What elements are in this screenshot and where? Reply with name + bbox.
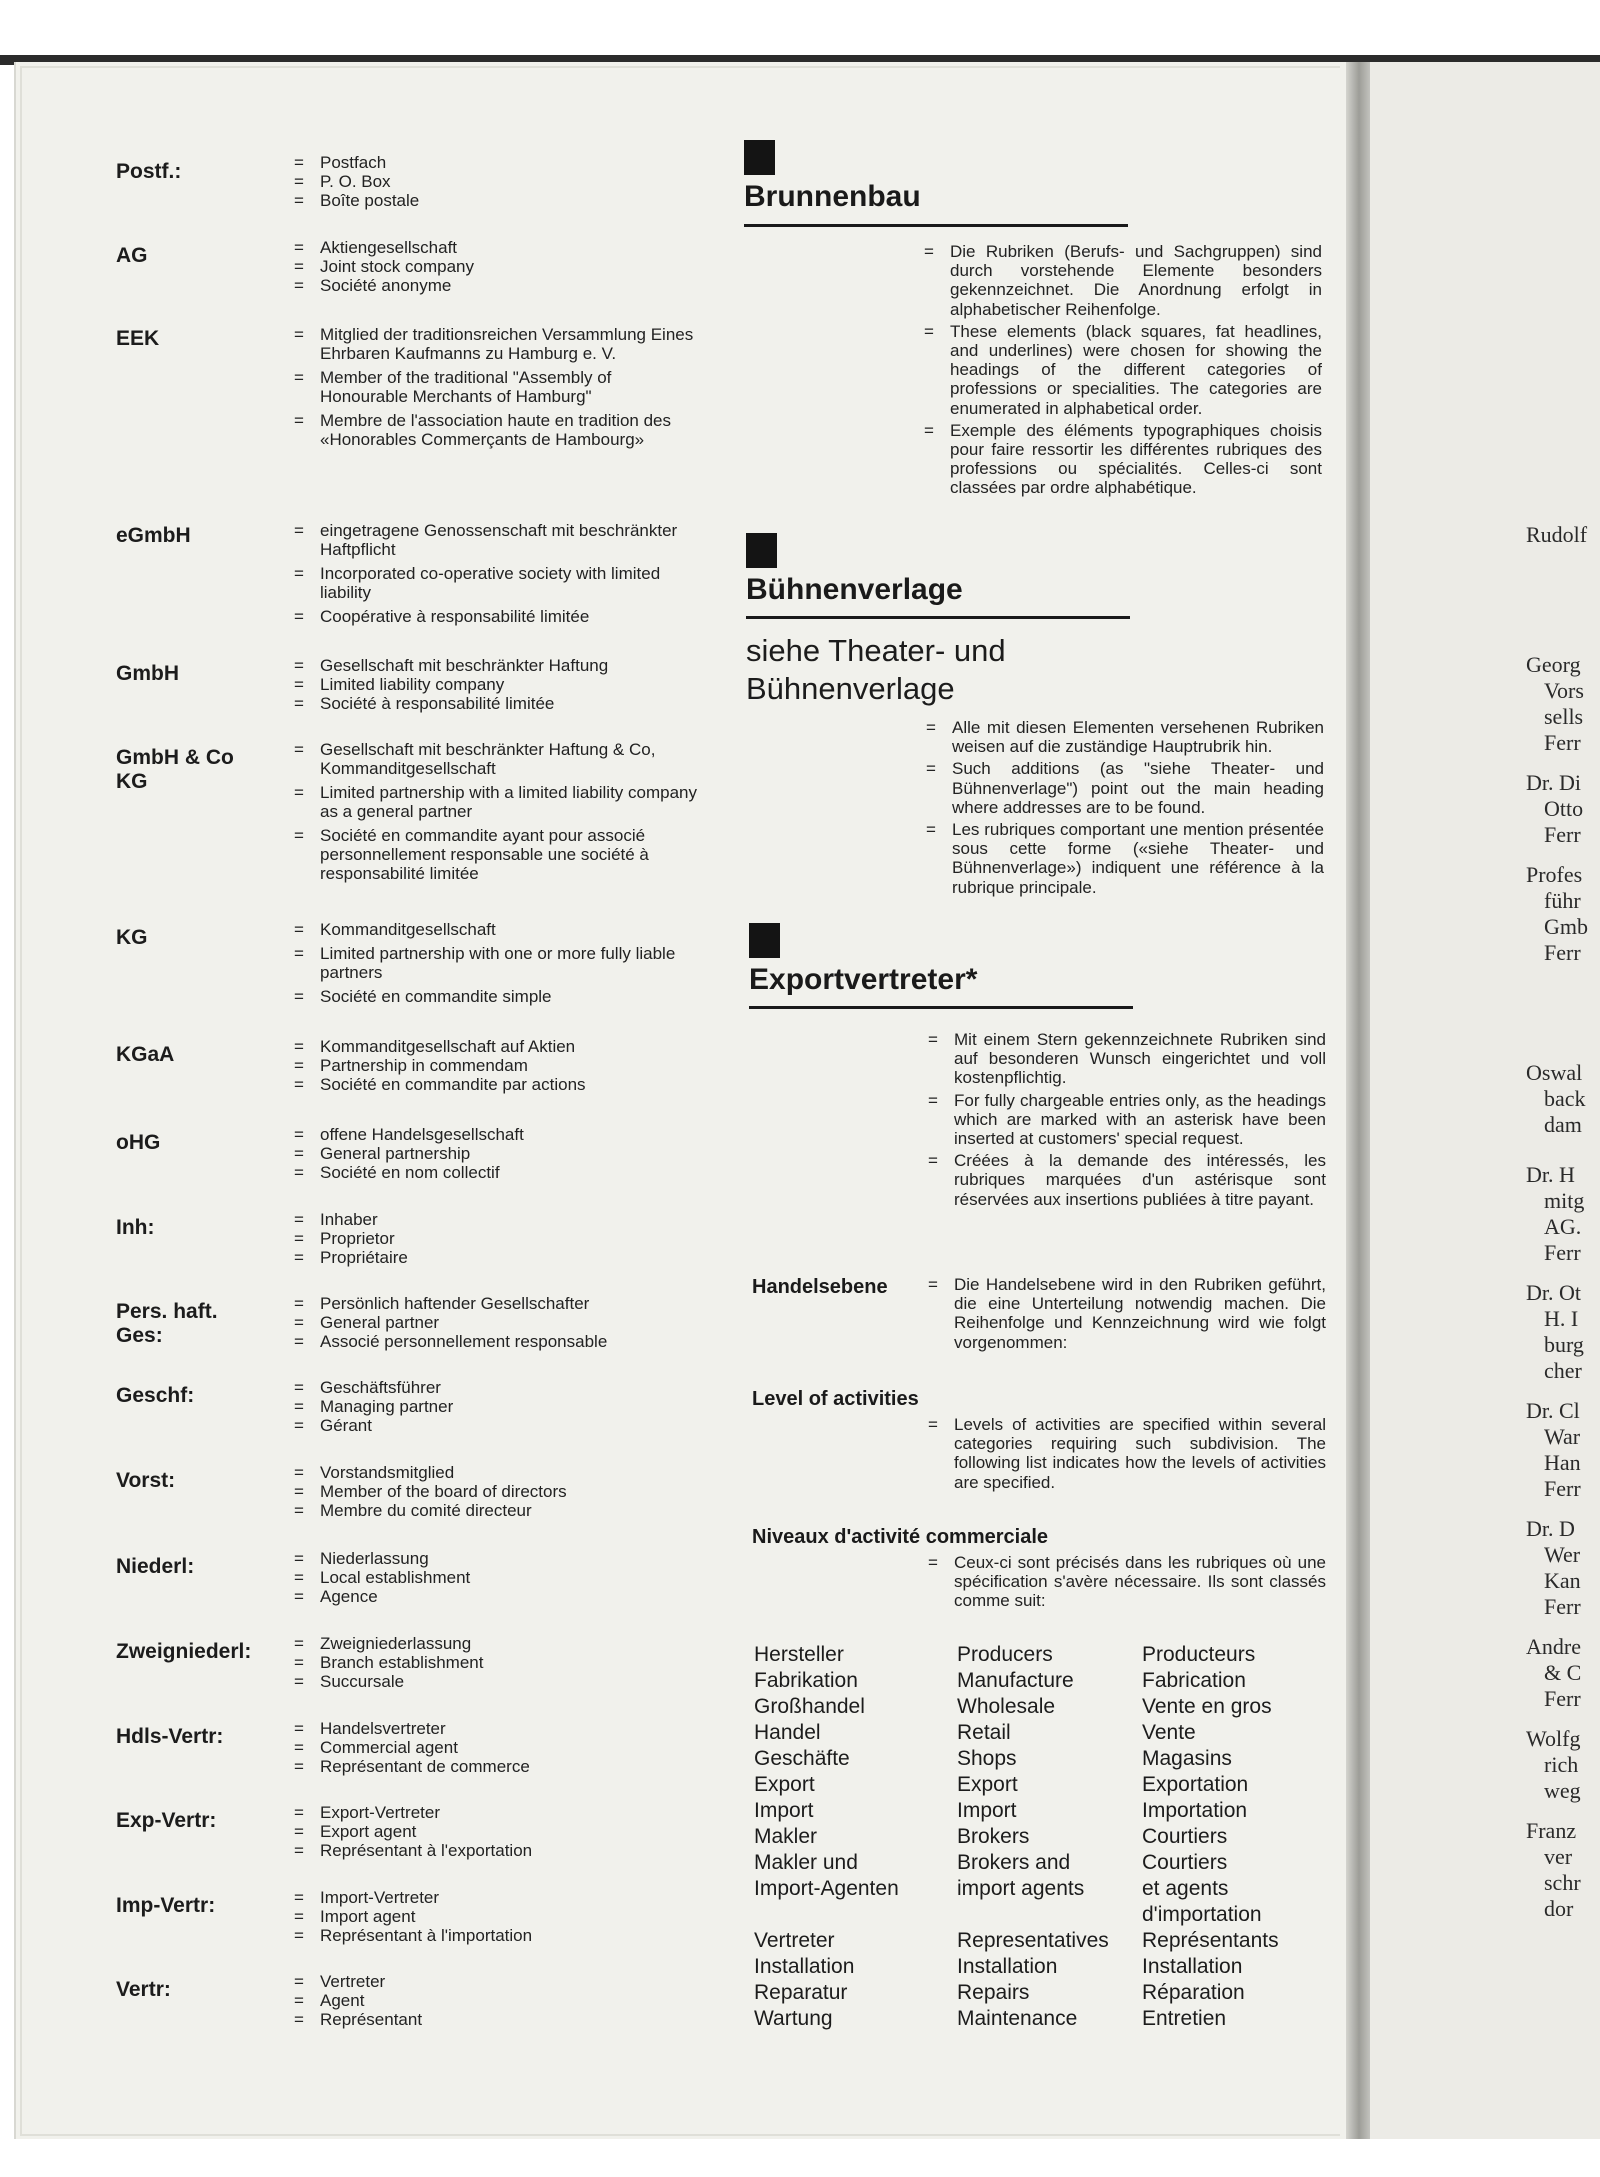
abbr-defs [290,1719,700,1776]
abbr-def: = Kommanditgesellschaft [290,920,700,939]
abbr-def: = Import agent [290,1907,700,1926]
level-item: Entretien [1142,2007,1227,2030]
adjacent-text: Gmb [1544,914,1588,939]
section-heading-exportvertreter: Exportvertreter* [749,963,978,996]
level-item: Maintenance [957,2007,1078,2030]
abbr-defs [290,740,700,888]
adjacent-text: Kan [1544,1568,1581,1593]
section-square-marker [744,140,775,175]
adjacent-text: Dr. Ot [1526,1280,1581,1305]
handelsebene-label: Handelsebene [752,1276,888,1298]
adjacent-text: Wolfg [1526,1726,1581,1751]
level-item: Retail [957,1721,1011,1744]
level-item: Producteurs [1142,1643,1256,1666]
abbr-label: GmbH & Co KG [116,746,234,793]
abbr-defs [290,1549,700,1606]
abbr-def: = Mitglied der traditionsreichen Versammlung Eines Ehrbaren Kaufmanns zu Hamburg e. V. [290,325,700,363]
level-item: Import [957,1799,1017,1822]
section-square-marker [746,533,777,568]
abbr-def: = Export-Vertreter [290,1803,700,1822]
abbr-label: EEK [116,327,160,350]
section-underline [744,224,1128,227]
adjacent-text: dor [1544,1896,1574,1921]
abbr-def: = Gesellschaft mit beschränkter Haftung & Co, Kommanditgesellschaft [290,740,700,778]
adjacent-text: Ferr [1544,1476,1581,1501]
abbr-def: = Vertreter [290,1972,700,1991]
abbr-def: = Membre de l'association haute en tradition des «Honorables Commerçants de Hambourg» [290,411,700,449]
level-item: Repairs [957,1981,1030,2004]
exportvertreter-notes [924,1030,1326,1209]
abbr-defs [290,1634,700,1691]
level-text [924,1415,1326,1492]
abbr-def: = Boîte postale [290,191,700,210]
note: = Die Handelsebene wird in den Rubriken geführt, die eine Unterteilung notwendig machen. Die Reihenfolge und Kennzeichnung wird wie folgt vorgenommen: [924,1275,1326,1352]
level-item [957,1902,1109,1928]
abbr-def: = Représentant à l'exportation [290,1841,700,1860]
section-heading-brunnenbau: Brunnenbau [744,180,921,213]
abbr-def: = Vorstandsmitglied [290,1463,700,1482]
abbr-def: = Membre du comité directeur [290,1501,700,1520]
level-item: Manufacture [957,1669,1074,1692]
level-item: Makler und [754,1851,858,1874]
abbr-label: eGmbH [116,524,191,547]
level-item: Großhandel [754,1695,865,1718]
section-square-marker [749,923,780,958]
niveaux-text [924,1553,1326,1611]
level-item: Handel [754,1721,821,1744]
abbr-def: = Société en nom collectif [290,1163,700,1182]
adjacent-text: Otto [1544,796,1584,821]
abbr-def: = Gérant [290,1416,700,1435]
abbr-def: = Agent [290,1991,700,2010]
level-item: Installation [1142,1955,1243,1978]
level-item: Export [754,1773,815,1796]
note: = Mit einem Stern gekennzeichnete Rubriken sind auf besonderen Wunsch eingerichtet und voll kostenpflichtig. [924,1030,1326,1088]
level-label: Level of activities [752,1388,919,1410]
adjacent-page [1370,62,1600,2139]
abbr-defs [290,1463,700,1520]
abbr-def: = Aktiengesellschaft [290,238,700,257]
abbr-def: = Persönlich haftender Gesellschafter [290,1294,700,1313]
abbr-def: = Succursale [290,1672,700,1691]
section-heading-buehnenverlage: Bühnenverlage [746,573,963,606]
abbr-label: Vorst: [116,1469,176,1492]
note: = Exemple des éléments typographiques choisis pour faire ressortir les différentes rubriques des professions ou spécialités. Celles-ci sont classées par ordre alphabétique. [920,421,1322,498]
adjacent-text: Ferr [1544,1240,1581,1265]
abbr-defs [290,325,700,454]
abbr-def: = Associé personnellement responsable [290,1332,700,1351]
abbr-def: = Agence [290,1587,700,1606]
level-item: Makler [754,1825,818,1848]
abbr-defs [290,1803,700,1860]
abbr-defs [290,1210,700,1267]
level-item: Exportation [1142,1773,1249,1796]
abbr-defs [290,521,700,631]
section-underline [749,1006,1133,1009]
level-item: Installation [754,1955,855,1978]
abbr-def: = General partner [290,1313,700,1332]
abbr-def: = Branch establishment [290,1653,700,1672]
adjacent-text: Ferr [1544,822,1581,847]
abbr-label: oHG [116,1131,161,1154]
abbr-def: = Inhaber [290,1210,700,1229]
adjacent-text: Ferr [1544,1686,1581,1711]
level-item: Reparatur [754,1981,848,2004]
abbr-def: = Local establishment [290,1568,700,1587]
abbr-def: = offene Handelsgesellschaft [290,1125,700,1144]
abbr-def: = Société anonyme [290,276,700,295]
level-item: Fabrication [1142,1669,1246,1692]
abbr-label: Postf.: [116,160,182,183]
abbr-def: = Représentant [290,2010,700,2029]
abbr-def: = Geschäftsführer [290,1378,700,1397]
niveaux-label: Niveaux d'activité commerciale [752,1526,1049,1548]
levels-column-en [957,1642,1109,2032]
adjacent-text: sells [1544,704,1584,729]
adjacent-text: Georg [1526,652,1581,677]
abbr-def: = eingetragene Genossenschaft mit beschränkter Haftpflicht [290,521,700,559]
abbr-def: = Commercial agent [290,1738,700,1757]
level-item: Vente en gros [1142,1695,1272,1718]
level-item: Export [957,1773,1018,1796]
level-item: Geschäfte [754,1747,850,1770]
abbr-defs [290,920,700,1011]
abbr-def: = Member of the board of directors [290,1482,700,1501]
abbr-def: = Limited partnership with a limited liability company as a general partner [290,783,700,821]
level-item: Courtiers [1142,1825,1228,1848]
adjacent-text: schr [1544,1870,1581,1895]
abbr-def: = P. O. Box [290,172,700,191]
abbr-def: = Société en commandite ayant pour associé personnellement responsable une société à responsabilité limitée [290,826,700,883]
adjacent-text: Oswal [1526,1060,1583,1085]
adjacent-text: Andre [1526,1634,1581,1659]
level-item: Representatives [957,1929,1109,1952]
abbr-def: = Propriétaire [290,1248,700,1267]
adjacent-text: Ferr [1544,940,1581,965]
abbr-label: KGaA [116,1043,175,1066]
level-item: Installation [957,1955,1058,1978]
level-item: import agents [957,1877,1085,1900]
abbr-def: = Partnership in commendam [290,1056,700,1075]
abbr-label: Hdls-Vertr: [116,1725,224,1748]
level-item: Fabrikation [754,1669,858,1692]
level-item: d'importation [1142,1903,1262,1926]
level-item: Brokers and [957,1851,1071,1874]
abbr-def: = Représentant de commerce [290,1757,700,1776]
abbr-def: = Proprietor [290,1229,700,1248]
adjacent-text: Wer [1544,1542,1581,1567]
adjacent-text: Dr. Cl [1526,1398,1580,1423]
note: = These elements (black squares, fat headlines, and underlines) were chosen for showing the headings of the different categories of professions or specialities. The categories are enumerated in alphabetical order. [920,322,1322,418]
abbr-label: Zweigniederl: [116,1640,252,1663]
note: = For fully chargeable entries only, as the headings which are marked with an asterisk have been inserted at customers' special request. [924,1091,1326,1149]
adjacent-text: burg [1544,1332,1584,1357]
abbr-def: = Incorporated co-operative society with limited liability [290,564,700,602]
note: = Créées à la demande des intéressés, les rubriques marquées d'un astérisque sont réservées aux insertions publiées à titre payant. [924,1151,1326,1209]
abbr-def: = Handelsvertreter [290,1719,700,1738]
level-item: Importation [1142,1799,1248,1822]
brunnenbau-notes [920,242,1322,498]
abbr-label: Imp-Vertr: [116,1894,216,1917]
level-item: et agents [1142,1877,1229,1900]
adjacent-text: führ [1544,888,1581,913]
abbr-defs [290,1378,700,1435]
level-item: Magasins [1142,1747,1232,1770]
abbr-label: Exp-Vertr: [116,1809,217,1832]
abbr-defs [290,153,700,210]
level-item: Wholesale [957,1695,1056,1718]
buehnenverlage-notes [922,718,1324,897]
note: = Les rubriques comportant une mention présentée sous cette forme («siehe Theater- und Bühnenverlage») indiquent une référence à la rubrique principale. [922,820,1324,897]
level-item: Producers [957,1643,1053,1666]
adjacent-text: Rudolf [1526,522,1588,547]
abbr-def: = Société à responsabilité limitée [290,694,700,713]
note: = Ceux-ci sont précisés dans les rubriques où une spécification s'avère nécessaire. Ils sont classés comme suit: [924,1553,1326,1611]
adjacent-text: Dr. H [1526,1162,1575,1187]
abbr-label: Inh: [116,1216,155,1239]
abbr-label: Niederl: [116,1555,195,1578]
adjacent-text: Profes [1526,862,1583,887]
note: = Alle mit diesen Elementen versehenen Rubriken weisen auf die zuständige Hauptrubrik hin. [922,718,1324,756]
levels-column-de [754,1642,899,2032]
adjacent-text: mitg [1544,1188,1585,1213]
level-item: Réparation [1142,1981,1245,2004]
abbr-label: AG [116,244,148,267]
abbr-def: = Member of the traditional "Assembly of Honourable Merchants of Hamburg" [290,368,700,406]
level-item: Brokers [957,1825,1030,1848]
abbr-label: Geschf: [116,1384,195,1407]
adjacent-text: Dr. D [1526,1516,1575,1541]
abbr-defs [290,656,700,713]
adjacent-text: weg [1544,1778,1581,1803]
adjacent-text: back [1544,1086,1586,1111]
abbr-def: = Représentant à l'importation [290,1926,700,1945]
abbr-def: = Zweigniederlassung [290,1634,700,1653]
abbr-def: = Managing partner [290,1397,700,1416]
adjacent-text: H. I [1544,1306,1579,1331]
abbr-def: = Niederlassung [290,1549,700,1568]
level-item: Hersteller [754,1643,844,1666]
adjacent-text: Han [1544,1450,1581,1475]
abbr-defs [290,1037,700,1094]
abbr-def: = Postfach [290,153,700,172]
adjacent-text: Ferr [1544,730,1581,755]
level-item: Import [754,1799,814,1822]
abbr-label: KG [116,926,148,949]
level-item: Wartung [754,2007,833,2030]
abbr-def: = General partnership [290,1144,700,1163]
abbr-defs [290,1972,700,2029]
level-item: Shops [957,1747,1017,1770]
adjacent-text: AG. [1544,1214,1582,1239]
note: = Such additions (as "siehe Theater- und Bühnenverlage") point out the main heading where addresses are to be found. [922,759,1324,817]
level-item: Vente [1142,1721,1196,1744]
abbr-defs [290,238,700,295]
level-item: Import-Agenten [754,1877,899,1900]
abbr-def: = Limited partnership with one or more fully liable partners [290,944,700,982]
section-underline [746,616,1130,619]
handelsebene-text [924,1275,1326,1352]
abbr-def: = Société en commandite par actions [290,1075,700,1094]
adjacent-text: Vors [1544,678,1584,703]
level-item: Courtiers [1142,1851,1228,1874]
adjacent-text: rich [1544,1752,1579,1777]
level-item: Vertreter [754,1929,835,1952]
abbr-def: = Export agent [290,1822,700,1841]
adjacent-text: War [1544,1424,1581,1449]
adjacent-text: & C [1544,1660,1582,1685]
book-gutter [1346,62,1372,2139]
adjacent-text: ver [1544,1844,1573,1869]
note: = Levels of activities are specified within several categories requiring such subdivision. The following list indicates how the levels of activities are specified. [924,1415,1326,1492]
abbr-def: = Société en commandite simple [290,987,700,1006]
abbr-def: = Kommanditgesellschaft auf Aktien [290,1037,700,1056]
note: = Die Rubriken (Berufs- und Sachgruppen) sind durch vorstehende Elemente besonders gekennzeichnet. Die Anordnung erfolgt in alphabetischer Reihenfolge. [920,242,1322,319]
adjacent-text: Dr. Di [1526,770,1581,795]
abbr-defs [290,1888,700,1945]
abbr-defs [290,1294,700,1351]
abbr-def: = Limited liability company [290,675,700,694]
abbr-label: Vertr: [116,1978,171,2001]
abbr-defs [290,1125,700,1182]
level-item: Représentants [1142,1929,1279,1952]
adjacent-text: Franz [1526,1818,1577,1843]
adjacent-text: cher [1544,1358,1582,1383]
adjacent-text: Ferr [1544,1594,1581,1619]
abbr-def: = Coopérative à responsabilité limitée [290,607,700,626]
level-item [754,1902,899,1928]
adjacent-text: dam [1544,1112,1582,1137]
levels-column-fr [1142,1642,1279,2032]
abbr-label: GmbH [116,662,179,685]
abbr-label: Pers. haft. Ges: [116,1300,218,1347]
abbr-def: = Gesellschaft mit beschränkter Haftung [290,656,700,675]
see-also-reference: siehe Theater- und Bühnenverlage [746,633,1006,706]
abbr-def: = Import-Vertreter [290,1888,700,1907]
abbr-def: = Joint stock company [290,257,700,276]
